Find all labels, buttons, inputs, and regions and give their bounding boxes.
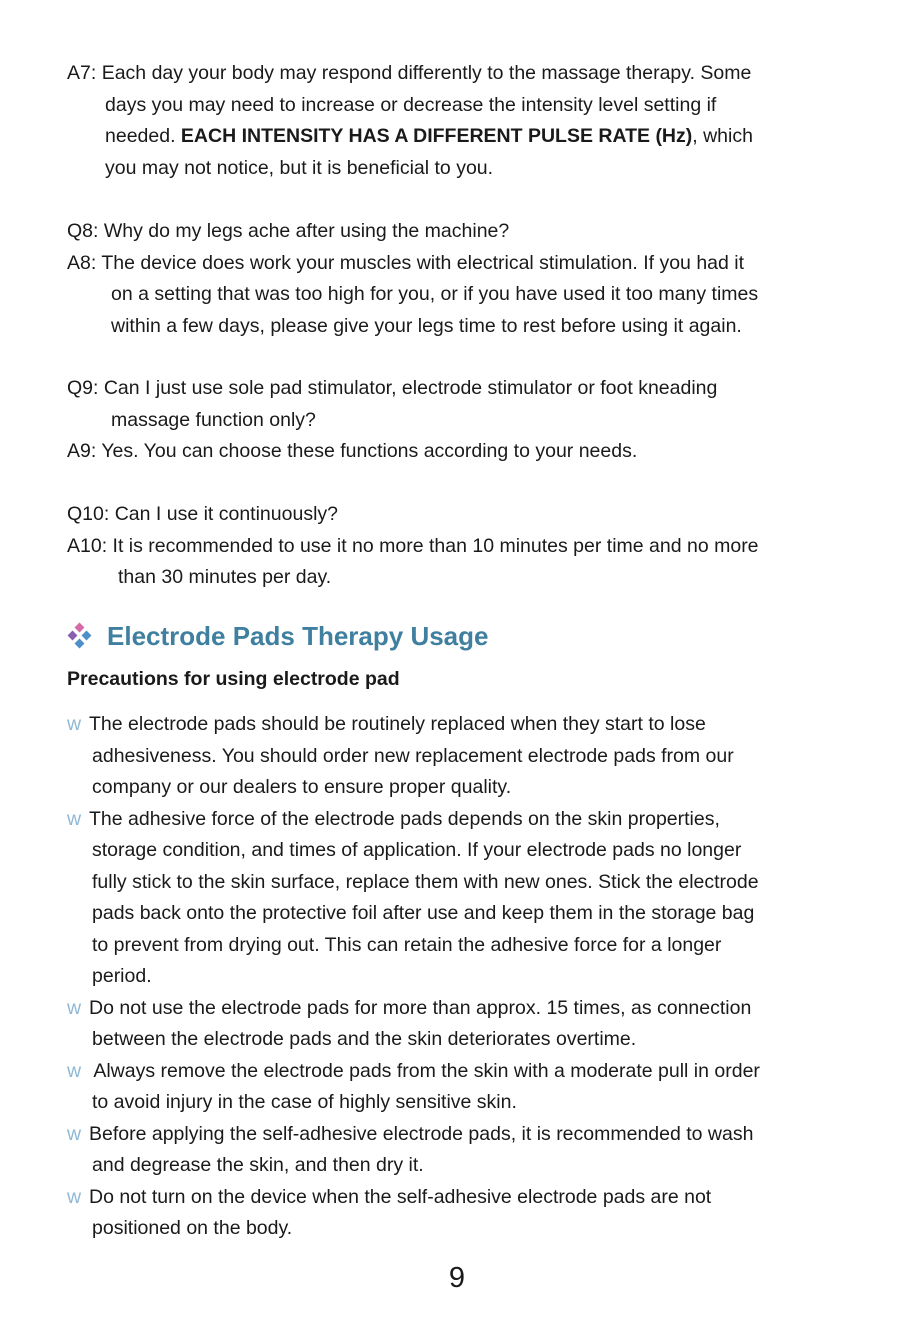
list-item-text: The electrode pads should be routinely replaced when they start to lose xyxy=(89,713,706,735)
answer-text: Each day your body may respond differently to the massage therapy. Some xyxy=(101,62,752,84)
qa-8 xyxy=(67,216,867,342)
list-item-text: fully stick to the skin surface, replace them with new ones. Stick the electrode xyxy=(92,870,759,893)
list-item xyxy=(67,804,867,993)
bullet-marker: w xyxy=(67,713,82,735)
list-item-text: The adhesive force of the electrode pads depends on the skin properties, xyxy=(89,807,720,830)
answer-text: than 30 minutes per day. xyxy=(118,566,332,588)
bullet-marker: w xyxy=(67,996,82,1019)
list-item-text: company or our dealers to ensure proper quality. xyxy=(92,776,512,798)
bullet-marker: w xyxy=(67,1059,82,1082)
answer-label: A7: xyxy=(67,62,97,84)
list-item-text: positioned on the body. xyxy=(92,1217,293,1239)
answer-text: on a setting that was too high for you, or if you have used it too many times xyxy=(111,283,759,305)
page-number: 9 xyxy=(448,1262,466,1294)
answer-text: you may not notice, but it is beneficial to you. xyxy=(105,156,494,179)
section-title: Electrode Pads Therapy Usage xyxy=(107,620,489,651)
list-item xyxy=(67,1182,867,1245)
qa-9 xyxy=(67,373,867,468)
bullet-marker: w xyxy=(67,1185,82,1208)
answer-a10: A10: It is recommended to use it no more than 10 minutes per time and no more xyxy=(67,534,759,557)
list-item-text: to avoid injury in the case of highly sensitive skin. xyxy=(92,1091,517,1113)
question-q10: Q10: Can I use it continuously? xyxy=(67,503,338,525)
list-item-text: storage condition, and times of application. If your electrode pads no longer xyxy=(92,839,742,861)
list-item xyxy=(67,1119,867,1182)
list-item-text: between the electrode pads and the skin deteriorates overtime. xyxy=(92,1028,637,1050)
list-item xyxy=(67,1056,867,1119)
precautions-heading: Precautions for using electrode pad xyxy=(67,668,400,690)
list-item-text: pads back onto the protective foil after use and keep them in the storage bag xyxy=(92,902,755,924)
answer-text: within a few days, please give your legs time to rest before using it again. xyxy=(111,314,742,337)
list-item xyxy=(67,709,867,804)
emphasis-text: EACH INTENSITY HAS A DIFFERENT PULSE RATE (Hz) xyxy=(180,125,693,147)
answer-a9: A9: Yes. You can choose these functions according to your needs. xyxy=(67,440,638,462)
list-item-text: Before applying the self-adhesive electrode pads, it is recommended to wash xyxy=(89,1122,754,1145)
question-q8: Q8: Why do my legs ache after using the machine? xyxy=(67,220,510,242)
list-item-text: adhesiveness. You should order new replacement electrode pads from our xyxy=(92,744,734,767)
question-q9: Q9: Can I just use sole pad stimulator, electrode stimulator or foot kneading xyxy=(67,377,718,399)
qa-10 xyxy=(67,499,867,594)
list-item-text: Do not turn on the device when the self-adhesive electrode pads are not xyxy=(89,1185,712,1208)
answer-a7 xyxy=(67,58,867,184)
section-heading xyxy=(67,615,488,657)
list-item xyxy=(67,993,867,1056)
answer-text: needed. EACH INTENSITY HAS A DIFFERENT PULSE RATE (Hz), which xyxy=(105,125,753,147)
answer-text: days you may need to increase or decrease the intensity level setting if xyxy=(105,93,717,116)
bullet-marker: w xyxy=(67,1122,82,1145)
question-text: massage function only? xyxy=(111,408,316,431)
precautions-list xyxy=(67,709,867,1245)
bullet-marker: w xyxy=(67,807,82,830)
list-item-text: to prevent from drying out. This can retain the adhesive force for a longer xyxy=(92,933,722,956)
list-item-text: and degrease the skin, and then dry it. xyxy=(92,1154,424,1176)
list-item-text: period. xyxy=(92,965,152,987)
list-item-text: Do not use the electrode pads for more than approx. 15 times, as connection xyxy=(89,996,752,1019)
list-item-text: Always remove the electrode pads from the skin with a moderate pull in order xyxy=(89,1059,760,1082)
diamond-cluster-icon xyxy=(67,623,93,649)
answer-a8: A8: The device does work your muscles with electrical stimulation. If you had it xyxy=(67,251,745,274)
